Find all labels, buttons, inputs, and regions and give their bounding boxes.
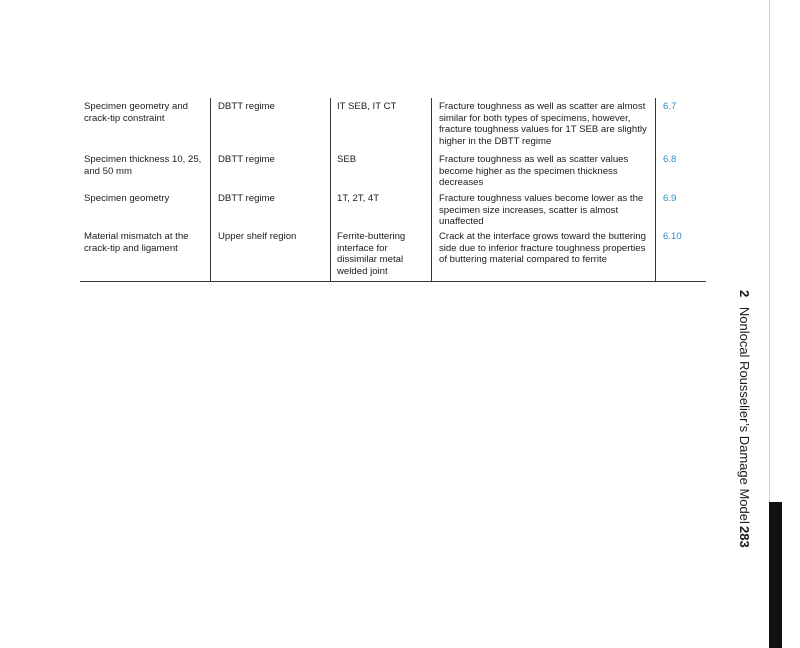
table-row [80,98,706,151]
factor-cell: Specimen geometry and crack-tip constraint [84,101,188,124]
data-table [80,98,706,282]
table-row [80,190,706,228]
reference-link[interactable]: 6.9 [655,190,706,228]
specimen-cell: SEB [330,151,431,190]
table-row [80,228,706,281]
page-number: 283 [737,526,752,548]
running-head [737,290,752,524]
regime-cell: DBTT regime [210,151,330,190]
observation-cell: Fracture toughness as well as scatter are almost similar for both types of specimens, however, fracture toughness values for 1T SEB are slightly higher in the DBTT regime [431,98,655,151]
factor-cell: Specimen thickness 10, 25, and 50 mm [84,154,202,177]
specimen-cell: 1T, 2T, 4T [330,190,431,228]
thumb-tab [769,502,782,648]
regime-cell: DBTT regime [210,190,330,228]
chapter-number: 2 [737,290,752,298]
table-row [80,151,706,190]
observation-cell: Fracture toughness as well as scatter values become higher as the specimen thickness decreases [431,151,655,190]
reference-link[interactable]: 6.7 [655,98,706,151]
specimen-cell: IT SEB, IT CT [330,98,431,151]
factor-cell: Specimen geometry [84,193,170,204]
reference-link[interactable]: 6.8 [655,151,706,190]
regime-cell: DBTT regime [210,98,330,151]
chapter-title: Nonlocal Rousselier’s Damage Model [737,306,752,524]
specimen-cell: Ferrite-buttering interface for dissimilar metal welded joint [330,228,431,281]
factor-cell: Material mismatch at the crack-tip and ligament [84,231,189,254]
reference-link[interactable]: 6.10 [655,228,706,281]
regime-cell: Upper shelf region [210,228,330,281]
observation-cell: Fracture toughness values become lower as the specimen size increases, scatter is almost unaffected [431,190,655,228]
observation-cell: Crack at the interface grows toward the buttering side due to inferior fracture toughness properties of buttering material compared to ferrite [431,228,655,281]
